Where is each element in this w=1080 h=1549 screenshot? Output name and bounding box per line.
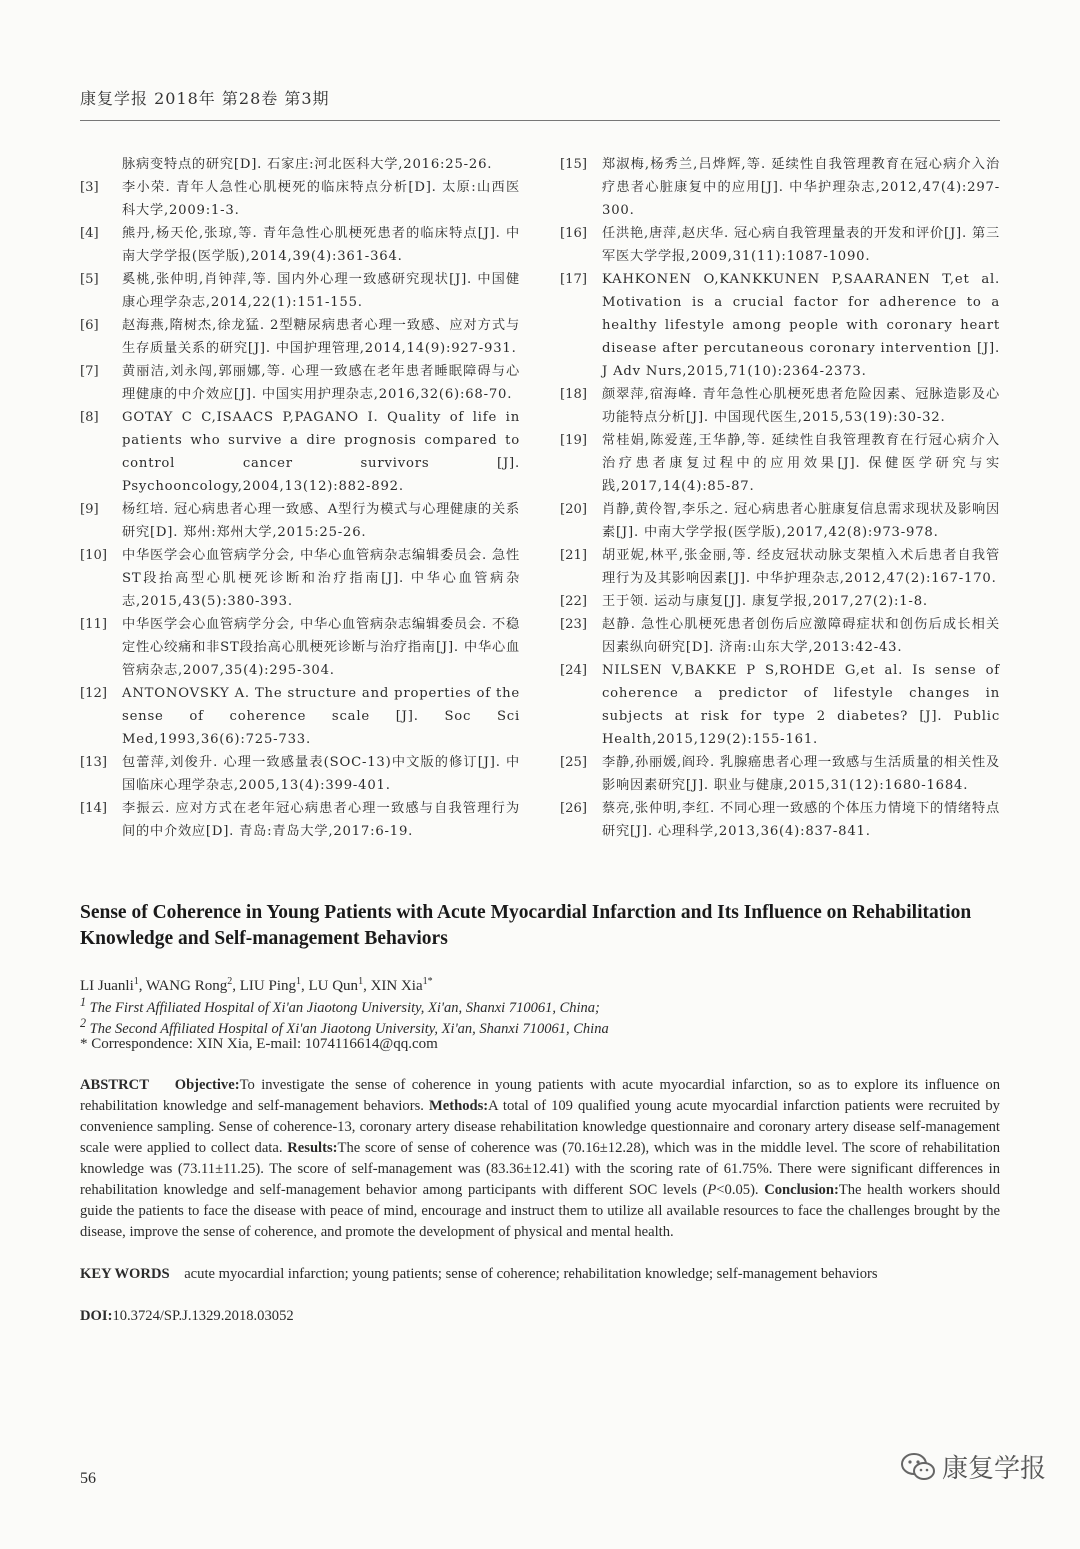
author-name: LU Qun bbox=[308, 978, 359, 994]
reference-item bbox=[560, 498, 1000, 544]
author-affiliation-sup: 2 bbox=[227, 976, 233, 987]
reference-number: [16] bbox=[560, 226, 588, 241]
reference-text: 赵海燕,隋树杰,徐龙猛. 2型糖尿病患者心理一致感、应对方式与生存质量关系的研究[J]. 中国护理管理,2014,14(9):927-931. bbox=[122, 318, 520, 356]
objective-text: To investigate the sense of coherence in young patients with acute myocardial infarction, so as to explore its influence on rehabilitation knowledge and self-management behaviors. bbox=[80, 1077, 1001, 1114]
reference-item bbox=[80, 268, 520, 314]
reference-text: 李静,孙丽媛,阎玲. 乳腺癌患者心理一致感与生活质量的相关性及影响因素研究[J]. 职业与健康,2015,31(12):1680-1684. bbox=[602, 755, 1000, 793]
doi-value: 10.3724/SP.J.1329.2018.03052 bbox=[112, 1308, 294, 1324]
author-affiliation-sup: 1 bbox=[358, 976, 364, 987]
watermark-text: 康复学报 bbox=[942, 1454, 1047, 1484]
author-affiliation-sup: 1 bbox=[133, 976, 139, 987]
reference-text: 肖静,黄伶智,李乐之. 冠心病患者心脏康复信息需求现状及影响因素[J]. 中南大学学报(医学版),2017,42(8):973-978. bbox=[602, 502, 1000, 540]
reference-text: 奚桃,张仲明,肖钟萍,等. 国内外心理一致感研究现状[J]. 中国健康心理学杂志,2014,22(1):151-155. bbox=[122, 272, 520, 310]
affiliation-2-text: The Second Affiliated Hospital of Xi'an Jiaotong University, Xi'an, Shanxi 710061, China bbox=[89, 1020, 609, 1037]
reference-text: 蔡亮,张仲明,李红. 不同心理一致感的个体压力情境下的情绪特点研究[J]. 心理科学,2013,36(4):837-841. bbox=[602, 801, 1000, 839]
wechat-icon bbox=[900, 1452, 936, 1482]
reference-number: [11] bbox=[80, 617, 108, 632]
results-label: Results: bbox=[287, 1140, 338, 1156]
results-p: P bbox=[707, 1182, 717, 1198]
reference-number: [18] bbox=[560, 387, 588, 402]
author-name: LI Juanli bbox=[80, 978, 134, 994]
reference-item bbox=[80, 613, 520, 682]
reference-text: NILSEN V,BAKKE P S,ROHDE G,et al. Is sense of coherence a predictor of lifestyle changes in subjects at risk for type 2 diabetes? [J]. Public Health,2015,129(2):155-161. bbox=[602, 663, 1000, 747]
references-left-column bbox=[80, 153, 520, 843]
reference-text: 包蕾萍,刘俊升. 心理一致感量表(SOC-13)中文版的修订[J]. 中国临床心理学杂志,2005,13(4):399-401. bbox=[122, 755, 520, 793]
reference-item bbox=[560, 222, 1000, 268]
reference-number: [17] bbox=[560, 272, 588, 287]
correspondence: * Correspondence: XIN Xia, E-mail: 1074116614@qq.com bbox=[80, 1036, 438, 1052]
reference-number: [10] bbox=[80, 548, 108, 563]
reference-item bbox=[560, 268, 1000, 383]
reference-number: [19] bbox=[560, 433, 588, 448]
running-header: 康复学报 2018年 第28卷 第3期 bbox=[80, 89, 330, 108]
reference-number: [23] bbox=[560, 617, 588, 632]
reference-item bbox=[560, 797, 1000, 843]
keywords-text: acute myocardial infarction; young patients; sense of coherence; rehabilitation knowledge; self-management behaviors bbox=[184, 1266, 878, 1282]
author-list: LI Juanli$^1$, WANG Rong$^2$, LIU Ping$^1$, LU Qun$^1$, XIN Xia$^{1*}$ bbox=[80, 976, 433, 994]
results-text-b: <0.05). bbox=[716, 1182, 759, 1198]
reference-item bbox=[560, 429, 1000, 498]
reference-number: [4] bbox=[80, 226, 99, 241]
reference-number: [13] bbox=[80, 755, 108, 770]
reference-item bbox=[80, 498, 520, 544]
reference-number: [26] bbox=[560, 801, 588, 816]
abstract bbox=[80, 1075, 1000, 1243]
conclusion-text: The health workers should guide the patients to face the disease with peace of mind, encourage and instruct them to utilize all available resources to face the challenges brought by the disease, improve the sense of coherence, and promote the development of physical and mental health. bbox=[80, 1182, 1000, 1240]
reference-number: [12] bbox=[80, 686, 108, 701]
reference-item bbox=[560, 383, 1000, 429]
reference-number: [21] bbox=[560, 548, 588, 563]
results-text-a: The score of sense of coherence was (70.16±12.28), which was in the middle level. The score of rehabilitation knowledge was (73.11±11.25). The score of self-management was (83.36±12.41) with the scoring rate of 61.75%. There were significant differences in rehabilitation knowledge and self-management behavior among participants with different SOC levels ( bbox=[80, 1140, 1000, 1198]
reference-number: [25] bbox=[560, 755, 588, 770]
reference-item bbox=[80, 222, 520, 268]
affiliation-1-sup: 1 bbox=[80, 995, 87, 1009]
reference-item bbox=[560, 613, 1000, 659]
reference-item bbox=[80, 751, 520, 797]
author-name: WANG Rong bbox=[145, 978, 228, 994]
reference-number: [14] bbox=[80, 801, 108, 816]
watermark bbox=[900, 1448, 1046, 1485]
reference-number: [8] bbox=[80, 410, 99, 425]
author-name: LIU Ping bbox=[239, 978, 296, 994]
reference-text: 王于领. 运动与康复[J]. 康复学报,2017,27(2):1-8. bbox=[602, 594, 928, 609]
reference-item bbox=[80, 682, 520, 751]
reference-text: KAHKONEN O,KANKKUNEN P,SAARANEN T,et al. Motivation is a crucial factor for adherence to a healthy lifestyle among people with coronary heart disease after percutaneous coronary intervention [J]. J Adv Nurs,2015,71(10):2364-2373. bbox=[602, 272, 1000, 379]
reference-item bbox=[560, 659, 1000, 751]
reference-item bbox=[560, 751, 1000, 797]
keywords-label: KEY WORDS bbox=[80, 1266, 170, 1282]
reference-item bbox=[80, 797, 520, 843]
doi-label: DOI: bbox=[80, 1308, 113, 1324]
abstract-label: ABSTRCT bbox=[80, 1077, 149, 1093]
reference-text: 常桂娟,陈爱莲,王华静,等. 延续性自我管理教育在行冠心病介入治疗患者康复过程中的应用效果[J]. 保健医学研究与实践,2017,14(4):85-87. bbox=[602, 433, 1000, 494]
reference-number: [7] bbox=[80, 364, 99, 379]
reference-text: 熊丹,杨天伦,张琼,等. 青年急性心肌梗死患者的临床特点[J]. 中南大学学报(医学版),2014,39(4):361-364. bbox=[122, 226, 520, 264]
header-divider bbox=[80, 120, 1000, 121]
reference-number: [9] bbox=[80, 502, 99, 517]
reference-item bbox=[80, 360, 520, 406]
reference-text: 郑淑梅,杨秀兰,吕烨辉,等. 延续性自我管理教育在冠心病介入治疗患者心脏康复中的应用[J]. 中华护理杂志,2012,47(4):297-300. bbox=[602, 157, 1000, 218]
reference-text: 黄丽洁,刘永闯,郭丽娜,等. 心理一致感在老年患者睡眠障碍与心理健康的中介效应[J]. 中国实用护理杂志,2016,32(6):68-70. bbox=[122, 364, 520, 402]
conclusion-label: Conclusion: bbox=[764, 1182, 839, 1198]
reference-item bbox=[80, 153, 520, 176]
reference-text: 杨红培. 冠心病患者心理一致感、A型行为模式与心理健康的关系研究[D]. 郑州:郑州大学,2015:25-26. bbox=[122, 502, 520, 540]
references-right-column bbox=[560, 153, 1000, 843]
reference-text: 中华医学会心血管病学分会, 中华心血管病杂志编辑委员会. 急性ST段抬高型心肌梗死诊断和治疗指南[J]. 中华心血管病杂志,2015,43(5):380-393. bbox=[122, 548, 520, 609]
reference-item bbox=[80, 544, 520, 613]
reference-text: ANTONOVSKY A. The structure and properties of the sense of coherence scale [J]. Soc Sci Med,1993,36(6):725-733. bbox=[122, 686, 520, 747]
author-name: XIN Xia bbox=[370, 978, 423, 994]
reference-number: [5] bbox=[80, 272, 99, 287]
reference-number: [24] bbox=[560, 663, 588, 678]
reference-text: 颜翠萍,宿海峰. 青年急性心肌梗死患者危险因素、冠脉造影及心功能特点分析[J]. 中国现代医生,2015,53(19):30-32. bbox=[602, 387, 1000, 425]
author-affiliation-sup: 1 bbox=[295, 976, 301, 987]
reference-text: 赵静. 急性心肌梗死患者创伤后应激障碍症状和创伤后成长相关因素纵向研究[D]. 济南:山东大学,2013:42-43. bbox=[602, 617, 1000, 655]
affiliation-1-text: The First Affiliated Hospital of Xi'an Jiaotong University, Xi'an, Shanxi 710061, China; bbox=[89, 999, 600, 1016]
reference-text: 中华医学会心血管病学分会, 中华心血管病杂志编辑委员会. 不稳定性心绞痛和非ST段抬高心肌梗死诊断与治疗指南[J]. 中华心血管病杂志,2007,35(4):295-304. bbox=[122, 617, 520, 678]
reference-number: [20] bbox=[560, 502, 588, 517]
reference-item bbox=[80, 406, 520, 498]
methods-label: Methods: bbox=[428, 1098, 489, 1114]
reference-number bbox=[80, 153, 122, 176]
reference-text: 脉病变特点的研究[D]. 石家庄:河北医科大学,2016:25-26. bbox=[122, 157, 493, 172]
reference-text: 李振云. 应对方式在老年冠心病患者心理一致感与自我管理行为间的中介效应[D]. 青岛:青岛大学,2017:6-19. bbox=[122, 801, 520, 839]
reference-text: 胡亚妮,林平,张金丽,等. 经皮冠状动脉支架植入术后患者自我管理行为及其影响因素[J]. 中华护理杂志,2012,47(2):167-170. bbox=[602, 548, 1000, 586]
reference-item bbox=[560, 590, 1000, 613]
reference-text: GOTAY C C,ISAACS P,PAGANO I. Quality of life in patients who survive a dire prognosis compared to control cancer survivors [J]. Psychooncology,2004,13(12):882-892. bbox=[122, 410, 520, 494]
reference-number: [15] bbox=[560, 157, 588, 172]
reference-text: 李小荣. 青年人急性心肌梗死的临床特点分析[D]. 太原:山西医科大学,2009:1-3. bbox=[122, 180, 520, 218]
english-title: Sense of Coherence in Young Patients with Acute Myocardial Infarction and Its Influence on Rehabilitation Knowledge and Self-management Behaviors bbox=[80, 902, 972, 949]
page-number: 56 bbox=[80, 1470, 96, 1487]
methods-text: A total of 109 qualified young acute myocardial infarction patients were recruited by convenience sampling. Sense of coherence-13, coronary artery disease rehabilitation knowledge questionnaire and coronary artery disease self-management scale were applied to collect data. bbox=[80, 1098, 1000, 1156]
reference-item bbox=[560, 153, 1000, 222]
affiliation-2-sup: 2 bbox=[80, 1016, 87, 1030]
reference-number: [22] bbox=[560, 594, 588, 609]
reference-item bbox=[80, 314, 520, 360]
reference-text: 任洪艳,唐萍,赵庆华. 冠心病自我管理量表的开发和评价[J]. 第三军医大学学报,2009,31(11):1087-1090. bbox=[602, 226, 1000, 264]
doi bbox=[80, 1306, 1000, 1327]
reference-item bbox=[80, 176, 520, 222]
reference-number: [6] bbox=[80, 318, 99, 333]
objective-label: Objective: bbox=[174, 1077, 240, 1093]
reference-item bbox=[560, 544, 1000, 590]
reference-number: [3] bbox=[80, 180, 99, 195]
author-affiliation-sup: 1* bbox=[422, 976, 433, 987]
keywords bbox=[80, 1264, 1000, 1285]
